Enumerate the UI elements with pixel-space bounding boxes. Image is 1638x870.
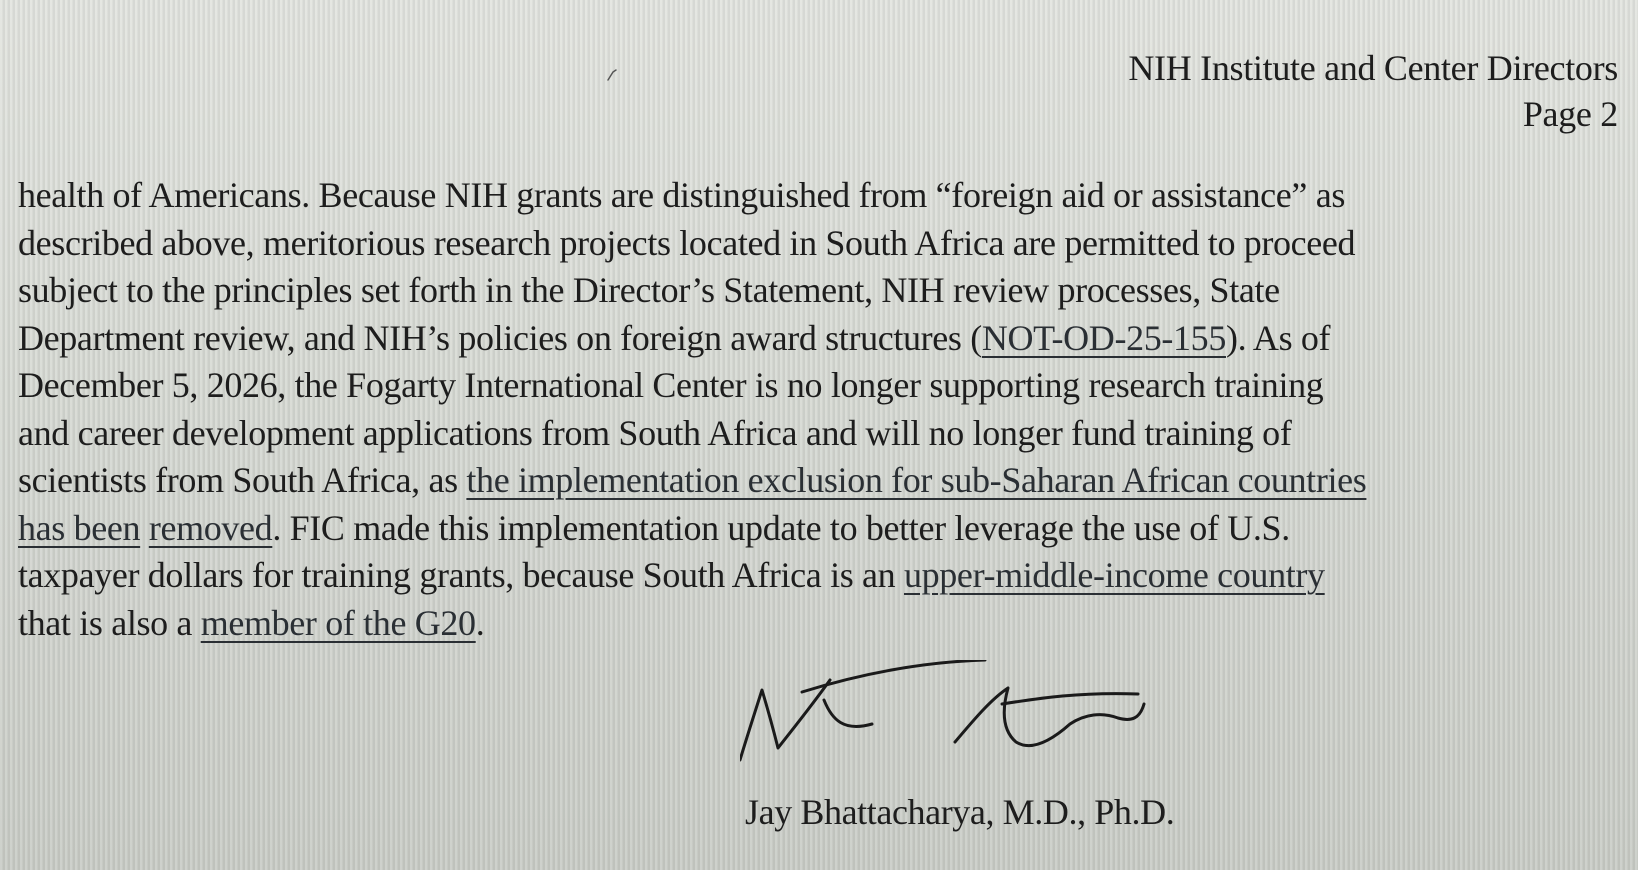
handwritten-signature [740,660,1180,770]
paragraph-text: . FIC made this implementation update to better leverage the use of U.S. [272,507,1290,548]
paragraph-line: and career development applications from South Africa and will no longer fund training of [18,412,1292,453]
paragraph-line: described above, meritorious research projects located in South Africa are permitted to proceed [18,222,1356,263]
paragraph-text: Department review, and NIH’s policies on foreign award structures ( [18,317,982,358]
has-been-link[interactable]: has been [18,507,141,548]
header-recipient: NIH Institute and Center Directors [1128,48,1618,88]
header-page-number: Page 2 [1522,94,1618,134]
paragraph-line [18,505,1623,553]
g20-member-link[interactable]: member of the G20 [200,602,476,643]
paragraph-line: December 5, 2026, the Fogarty International Center is no longer supporting research training [18,365,1324,405]
paragraph-line [18,457,1623,505]
paragraph-text: ). As of [1225,317,1331,358]
body-paragraph [18,172,1623,647]
income-country-link[interactable]: upper-middle-income country [903,555,1325,595]
notice-link[interactable]: NOT-OD-25-155 [981,317,1226,358]
paragraph-line [18,600,1623,648]
paragraph-text: scientists from South Africa, as [18,460,467,500]
removed-link[interactable]: removed [148,507,273,548]
page-header [1128,45,1618,137]
paragraph-line: health of Americans. Because NIH grants are distinguished from “foreign aid or assistance” as [18,175,1345,215]
paragraph-line [18,315,1623,363]
paragraph-line: subject to the principles set forth in the Director’s Statement, NIH review processes, State [18,270,1280,310]
paragraph-text: that is also a [18,602,201,643]
signer-name: Jay Bhattacharya, M.D., Ph.D. [745,792,1175,832]
paragraph-text: taxpayer dollars for training grants, because South Africa is an [18,555,904,595]
pen-mark-icon [604,66,622,84]
implementation-exclusion-link[interactable]: the implementation exclusion for sub-Saharan African countries [466,460,1367,500]
paragraph-text: . [475,602,485,643]
paragraph-line [18,552,1623,600]
